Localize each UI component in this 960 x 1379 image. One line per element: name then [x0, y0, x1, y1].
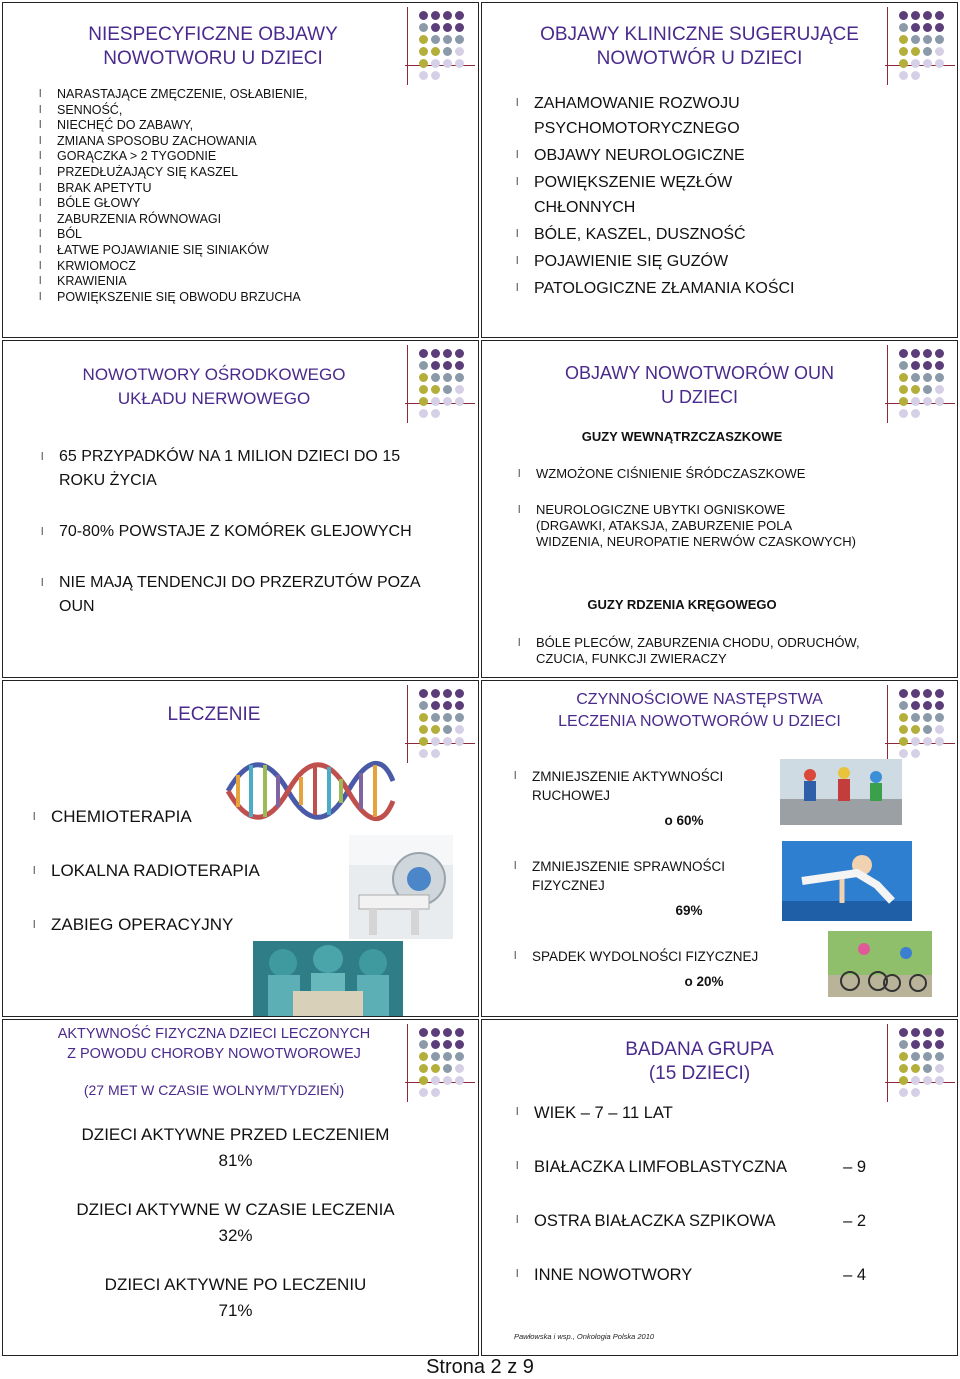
decorative-dot — [911, 59, 920, 68]
decorative-dot — [899, 689, 908, 698]
symptom-list — [518, 635, 878, 667]
decorative-dot — [899, 71, 908, 80]
slide-nonspecific-symptoms — [2, 2, 479, 338]
decorative-dots — [405, 685, 477, 765]
decorative-dot — [431, 35, 440, 44]
decorative-dot — [923, 361, 932, 370]
decorative-dot — [935, 11, 944, 20]
decorative-dot — [443, 1040, 452, 1049]
decorative-dot — [923, 397, 932, 406]
slide-clinical-symptoms — [481, 2, 958, 338]
list-item: l BÓLE, KASZEL, DUSZNOŚĆ — [516, 222, 806, 247]
list-item: l PATOLOGICZNE ZŁAMANIA KOŚCI — [516, 276, 806, 301]
slide-subtitle: (27 MET W CZASIE WOLNYM/TYDZIEŃ) — [83, 1082, 345, 1098]
decorative-dot — [899, 373, 908, 382]
decorative-dot — [911, 749, 920, 758]
list-item: l BÓLE PLECÓW, ZABURZENIA CHODU, ODRUCHÓW, CZUCIA, FUNKCJI ZWIERACZY — [518, 635, 878, 667]
decorative-dot — [431, 11, 440, 20]
slide-title: NIESPECYFICZNE OBJAWY NOWOTWORU U DZIECI — [88, 24, 338, 69]
decorative-dot — [911, 1028, 920, 1037]
decorative-dot — [899, 11, 908, 20]
group-list — [516, 1104, 896, 1320]
decorative-dot — [443, 397, 452, 406]
decorative-dot — [431, 409, 440, 418]
decorative-dot — [899, 737, 908, 746]
activity-stat-before: DZIECI AKTYWNE PRZED LECZENIEM 81% — [81, 1125, 390, 1170]
decorative-dot — [899, 59, 908, 68]
slide-title: BADANA GRUPA (15 DZIECI) — [625, 1039, 774, 1084]
decorative-dot — [431, 385, 440, 394]
decorative-dot — [443, 1064, 452, 1073]
decorative-dot — [923, 713, 932, 722]
list-item: l POJAWIENIE SIĘ GUZÓW — [516, 249, 806, 274]
decorative-dot — [455, 1064, 464, 1073]
decorative-dots — [885, 345, 957, 425]
list-item: l BÓLE GŁOWY — [39, 196, 439, 212]
list-item: l 70-80% POWSTAJE Z KOMÓREK GLEJOWYCH — [41, 520, 421, 544]
decorative-dot — [923, 349, 932, 358]
page-number: Strona 2 z 9 — [426, 1356, 534, 1378]
decorative-dot — [935, 349, 944, 358]
decorative-dot — [443, 1076, 452, 1085]
consequence-item: l SPADEK WYDOLNOŚCI FIZYCZNEJ o 20% — [514, 947, 814, 991]
decorative-dot — [935, 689, 944, 698]
symptom-list — [518, 466, 858, 550]
decorative-dot — [935, 713, 944, 722]
divider-line — [887, 1024, 888, 1102]
divider-line — [887, 685, 888, 763]
decorative-dot — [923, 1028, 932, 1037]
decorative-dot — [911, 11, 920, 20]
decorative-dot — [923, 59, 932, 68]
decorative-dot — [443, 373, 452, 382]
decorative-dot — [419, 361, 428, 370]
decorative-dot — [911, 1064, 920, 1073]
decorative-dot — [923, 1040, 932, 1049]
decorative-dot — [455, 1040, 464, 1049]
divider-line — [405, 1082, 475, 1083]
decorative-dot — [455, 725, 464, 734]
decorative-dots — [885, 7, 957, 87]
decorative-dot — [899, 409, 908, 418]
decorative-dot — [923, 1052, 932, 1061]
decorative-dot — [899, 1076, 908, 1085]
decorative-dot — [419, 11, 428, 20]
list-item: l 65 PRZYPADKÓW NA 1 MILION DZIECI DO 15 ROKU ŻYCIA — [41, 445, 421, 493]
list-item: l WIEK – 7 – 11 LAT — [516, 1104, 673, 1122]
decorative-dot — [455, 713, 464, 722]
decorative-dot — [911, 713, 920, 722]
decorative-dots — [405, 1024, 477, 1104]
decorative-dot — [455, 373, 464, 382]
slide-study-group — [481, 1019, 958, 1356]
decorative-dot — [911, 361, 920, 370]
list-item: l KRAWIENIA — [39, 274, 439, 290]
list-item: l BRAK APETYTU — [39, 181, 439, 197]
decorative-dot — [935, 725, 944, 734]
decorative-dot — [911, 373, 920, 382]
consequence-value: o 60% — [664, 813, 704, 828]
consequence-value: o 20% — [684, 974, 724, 989]
decorative-dot — [443, 59, 452, 68]
section-heading: GUZY RDZENIA KRĘGOWEGO — [587, 597, 777, 612]
decorative-dot — [443, 47, 452, 56]
decorative-dot — [899, 47, 908, 56]
divider-line — [885, 65, 955, 66]
decorative-dots — [405, 345, 477, 425]
decorative-dot — [419, 349, 428, 358]
decorative-dot — [419, 59, 428, 68]
decorative-dot — [935, 1076, 944, 1085]
decorative-dot — [935, 59, 944, 68]
decorative-dot — [455, 1028, 464, 1037]
decorative-dot — [431, 349, 440, 358]
decorative-dot — [935, 373, 944, 382]
list-item: l ŁATWE POJAWIANIE SIĘ SINIAKÓW — [39, 243, 439, 259]
decorative-dot — [899, 725, 908, 734]
divider-line — [885, 1082, 955, 1083]
decorative-dot — [443, 11, 452, 20]
slide-title: AKTYWNOŚĆ FIZYCZNA DZIECI LECZONYCH Z POWODU CHOROBY NOWOTWOROWEJ — [57, 1026, 371, 1062]
decorative-dot — [431, 689, 440, 698]
decorative-dot — [431, 1052, 440, 1061]
section-heading: GUZY WEWNĄTRZCZASZKOWE — [581, 429, 783, 444]
decorative-dot — [923, 385, 932, 394]
decorative-dot — [911, 23, 920, 32]
decorative-dot — [431, 725, 440, 734]
decorative-dot — [899, 713, 908, 722]
divider-line — [405, 65, 475, 66]
decorative-dot — [443, 35, 452, 44]
decorative-dot — [935, 35, 944, 44]
decorative-dot — [911, 701, 920, 710]
list-item: l BÓL — [39, 227, 439, 243]
decorative-dot — [431, 47, 440, 56]
decorative-dot — [419, 1028, 428, 1037]
decorative-dot — [455, 737, 464, 746]
decorative-dot — [935, 47, 944, 56]
decorative-dot — [419, 1076, 428, 1085]
decorative-dot — [455, 349, 464, 358]
decorative-dot — [935, 1028, 944, 1037]
symptom-list — [516, 91, 806, 303]
activity-stat-during: DZIECI AKTYWNE W CZASIE LECZENIA 32% — [76, 1200, 395, 1245]
decorative-dot — [923, 737, 932, 746]
decorative-dot — [431, 1088, 440, 1097]
decorative-dot — [455, 701, 464, 710]
decorative-dot — [899, 349, 908, 358]
decorative-dot — [419, 71, 428, 80]
decorative-dot — [443, 349, 452, 358]
decorative-dot — [935, 737, 944, 746]
divider-line — [885, 743, 955, 744]
slide-title: OBJAWY KLINICZNE SUGERUJĄCE NOWOTWÓR U DZIECI — [540, 24, 859, 69]
decorative-dot — [431, 713, 440, 722]
decorative-dot — [431, 749, 440, 758]
decorative-dot — [431, 59, 440, 68]
list-item: l NARASTAJĄCE ZMĘCZENIE, OSŁABIENIE, — [39, 87, 439, 103]
decorative-dot — [455, 23, 464, 32]
decorative-dot — [935, 1052, 944, 1061]
list-item: l OSTRA BIAŁACZKA SZPIKOWA – 2 — [516, 1212, 866, 1230]
decorative-dot — [923, 701, 932, 710]
decorative-dot — [899, 385, 908, 394]
decorative-dot — [455, 361, 464, 370]
slide-treatment — [2, 680, 479, 1017]
list-item: l SENNOŚĆ, — [39, 103, 439, 119]
decorative-dot — [431, 361, 440, 370]
decorative-dot — [455, 689, 464, 698]
decorative-dot — [443, 725, 452, 734]
decorative-dot — [419, 47, 428, 56]
decorative-dot — [911, 737, 920, 746]
decorative-dot — [899, 1040, 908, 1049]
activity-stat-after: DZIECI AKTYWNE PO LECZENIU 71% — [104, 1275, 367, 1320]
decorative-dot — [899, 1052, 908, 1061]
decorative-dot — [923, 689, 932, 698]
decorative-dot — [899, 397, 908, 406]
decorative-dot — [431, 1040, 440, 1049]
decorative-dot — [443, 1052, 452, 1061]
decorative-dot — [935, 361, 944, 370]
decorative-dot — [419, 1064, 428, 1073]
decorative-dot — [443, 701, 452, 710]
decorative-dots — [405, 7, 477, 87]
decorative-dot — [923, 47, 932, 56]
decorative-dot — [455, 385, 464, 394]
decorative-dot — [911, 71, 920, 80]
list-item: l ZAHAMOWANIE ROZWOJU PSYCHOMOTORYCZNEGO — [516, 91, 806, 141]
list-item: l KRWIOMOCZ — [39, 259, 439, 275]
decorative-dot — [419, 1040, 428, 1049]
decorative-dot — [911, 725, 920, 734]
list-item: l CHEMIOTERAPIA — [33, 805, 353, 829]
list-item: l LOKALNA RADIOTERAPIA — [33, 859, 353, 883]
decorative-dot — [419, 1088, 428, 1097]
decorative-dot — [911, 1088, 920, 1097]
divider-line — [887, 345, 888, 423]
decorative-dot — [911, 349, 920, 358]
decorative-dot — [935, 23, 944, 32]
decorative-dot — [431, 23, 440, 32]
divider-line — [407, 7, 408, 85]
decorative-dot — [419, 23, 428, 32]
decorative-dot — [419, 373, 428, 382]
decorative-dot — [911, 1076, 920, 1085]
decorative-dot — [899, 1064, 908, 1073]
decorative-dots — [885, 1024, 957, 1104]
decorative-dot — [899, 35, 908, 44]
radiotherapy-machine-image — [349, 835, 453, 939]
decorative-dot — [923, 11, 932, 20]
decorative-dot — [419, 713, 428, 722]
decorative-dot — [455, 59, 464, 68]
divider-line — [407, 1024, 408, 1102]
decorative-dot — [935, 701, 944, 710]
decorative-dot — [431, 1028, 440, 1037]
decorative-dot — [899, 701, 908, 710]
slide-title: NOWOTWORY OŚRODKOWEGO UKŁADU NERWOWEGO — [82, 365, 346, 408]
decorative-dot — [899, 1028, 908, 1037]
decorative-dot — [455, 47, 464, 56]
decorative-dot — [923, 1076, 932, 1085]
decorative-dot — [899, 23, 908, 32]
decorative-dot — [431, 701, 440, 710]
decorative-dot — [419, 749, 428, 758]
decorative-dot — [923, 725, 932, 734]
consequence-item: l ZMNIEJSZENIE SPRAWNOŚCI FIZYCZNEJ 69% — [514, 857, 784, 920]
decorative-dot — [419, 701, 428, 710]
slide-title: OBJAWY NOWOTWORÓW OUN U DZIECI — [565, 363, 834, 407]
list-item: l ZABURZENIA RÓWNOWAGI — [39, 212, 439, 228]
decorative-dot — [911, 689, 920, 698]
decorative-dot — [899, 749, 908, 758]
fact-list — [41, 445, 421, 646]
decorative-dot — [443, 1028, 452, 1037]
decorative-dot — [431, 737, 440, 746]
slide-functional-consequences — [481, 680, 958, 1017]
decorative-dot — [911, 1052, 920, 1061]
decorative-dot — [923, 1064, 932, 1073]
decorative-dot — [455, 1076, 464, 1085]
decorative-dot — [455, 397, 464, 406]
list-item: l BIAŁACZKA LIMFOBLASTYCZNA – 9 — [516, 1158, 866, 1176]
decorative-dot — [419, 1052, 428, 1061]
gymnast-child-photo — [782, 841, 912, 921]
decorative-dot — [455, 35, 464, 44]
decorative-dot — [455, 1052, 464, 1061]
decorative-dots — [885, 685, 957, 765]
decorative-dot — [443, 737, 452, 746]
divider-line — [405, 743, 475, 744]
citation: Pawłowska i wsp., Onkologia Polska 2010 — [514, 1332, 655, 1341]
decorative-dot — [443, 385, 452, 394]
consequence-value: 69% — [675, 903, 703, 918]
divider-line — [407, 685, 408, 763]
decorative-dot — [911, 1040, 920, 1049]
decorative-dot — [443, 689, 452, 698]
rollerblading-kids-photo — [780, 759, 902, 825]
divider-line — [405, 403, 475, 404]
decorative-dot — [431, 397, 440, 406]
divider-line — [885, 403, 955, 404]
decorative-dot — [899, 361, 908, 370]
decorative-dot — [431, 1076, 440, 1085]
decorative-dot — [431, 71, 440, 80]
decorative-dot — [911, 409, 920, 418]
decorative-dot — [419, 737, 428, 746]
decorative-dot — [443, 361, 452, 370]
cycling-kids-photo — [828, 931, 932, 997]
decorative-dot — [911, 385, 920, 394]
slide-physical-activity — [2, 1019, 479, 1356]
divider-line — [887, 7, 888, 85]
decorative-dot — [431, 1064, 440, 1073]
consequence-item: l ZMNIEJSZENIE AKTYWNOŚCI RUCHOWEJ o 60% — [514, 767, 774, 830]
decorative-dot — [443, 713, 452, 722]
decorative-dot — [419, 397, 428, 406]
list-item: l POWIĘKSZENIE WĘZŁÓW CHŁONNYCH — [516, 170, 806, 220]
list-item: l INNE NOWOTWORY – 4 — [516, 1266, 866, 1284]
list-item: l PRZEDŁUŻAJĄCY SIĘ KASZEL — [39, 165, 439, 181]
decorative-dot — [935, 1064, 944, 1073]
decorative-dot — [935, 385, 944, 394]
decorative-dot — [935, 1040, 944, 1049]
decorative-dot — [419, 725, 428, 734]
list-item: l POWIĘKSZENIE SIĘ OBWODU BRZUCHA — [39, 290, 439, 306]
list-item: l GORĄCZKA > 2 TYGODNIE — [39, 149, 439, 165]
decorative-dot — [899, 1088, 908, 1097]
list-item: l ZABIEG OPERACYJNY — [33, 913, 353, 937]
divider-line — [407, 345, 408, 423]
treatment-list — [33, 805, 353, 937]
list-item: l ZMIANA SPOSOBU ZACHOWANIA — [39, 134, 439, 150]
symptom-list — [39, 87, 439, 305]
decorative-dot — [419, 35, 428, 44]
list-item: l OBJAWY NEUROLOGICZNE — [516, 143, 806, 168]
list-item: l NIE MAJĄ TENDENCJI DO PRZERZUTÓW POZA OUN — [41, 571, 421, 619]
decorative-dot — [923, 373, 932, 382]
slide-cns-tumors — [2, 340, 479, 678]
surgery-photo — [253, 941, 403, 1017]
decorative-dot — [911, 35, 920, 44]
list-item: l WZMOŻONE CIŚNIENIE ŚRÓDCZASZKOWE — [518, 466, 858, 482]
decorative-dot — [419, 409, 428, 418]
decorative-dot — [923, 35, 932, 44]
decorative-dot — [911, 397, 920, 406]
decorative-dot — [911, 47, 920, 56]
decorative-dot — [923, 23, 932, 32]
decorative-dot — [935, 397, 944, 406]
decorative-dot — [419, 689, 428, 698]
decorative-dot — [455, 11, 464, 20]
decorative-dot — [443, 23, 452, 32]
slide-title: CZYNNOŚCIOWE NASTĘPSTWA LECZENIA NOWOTWORÓW U DZIECI — [558, 691, 841, 730]
slide-title: LECZENIE — [167, 704, 261, 725]
slide-cns-symptoms — [481, 340, 958, 678]
decorative-dot — [431, 373, 440, 382]
decorative-dot — [419, 385, 428, 394]
list-item: l NIECHĘĆ DO ZABAWY, — [39, 118, 439, 134]
list-item: l NEUROLOGICZNE UBYTKI OGNISKOWE (DRGAWKI, ATAKSJA, ZABURZENIE POLA WIDZENIA, NEUROPATIE NERWÓW CZASKOWYCH) — [518, 502, 858, 550]
